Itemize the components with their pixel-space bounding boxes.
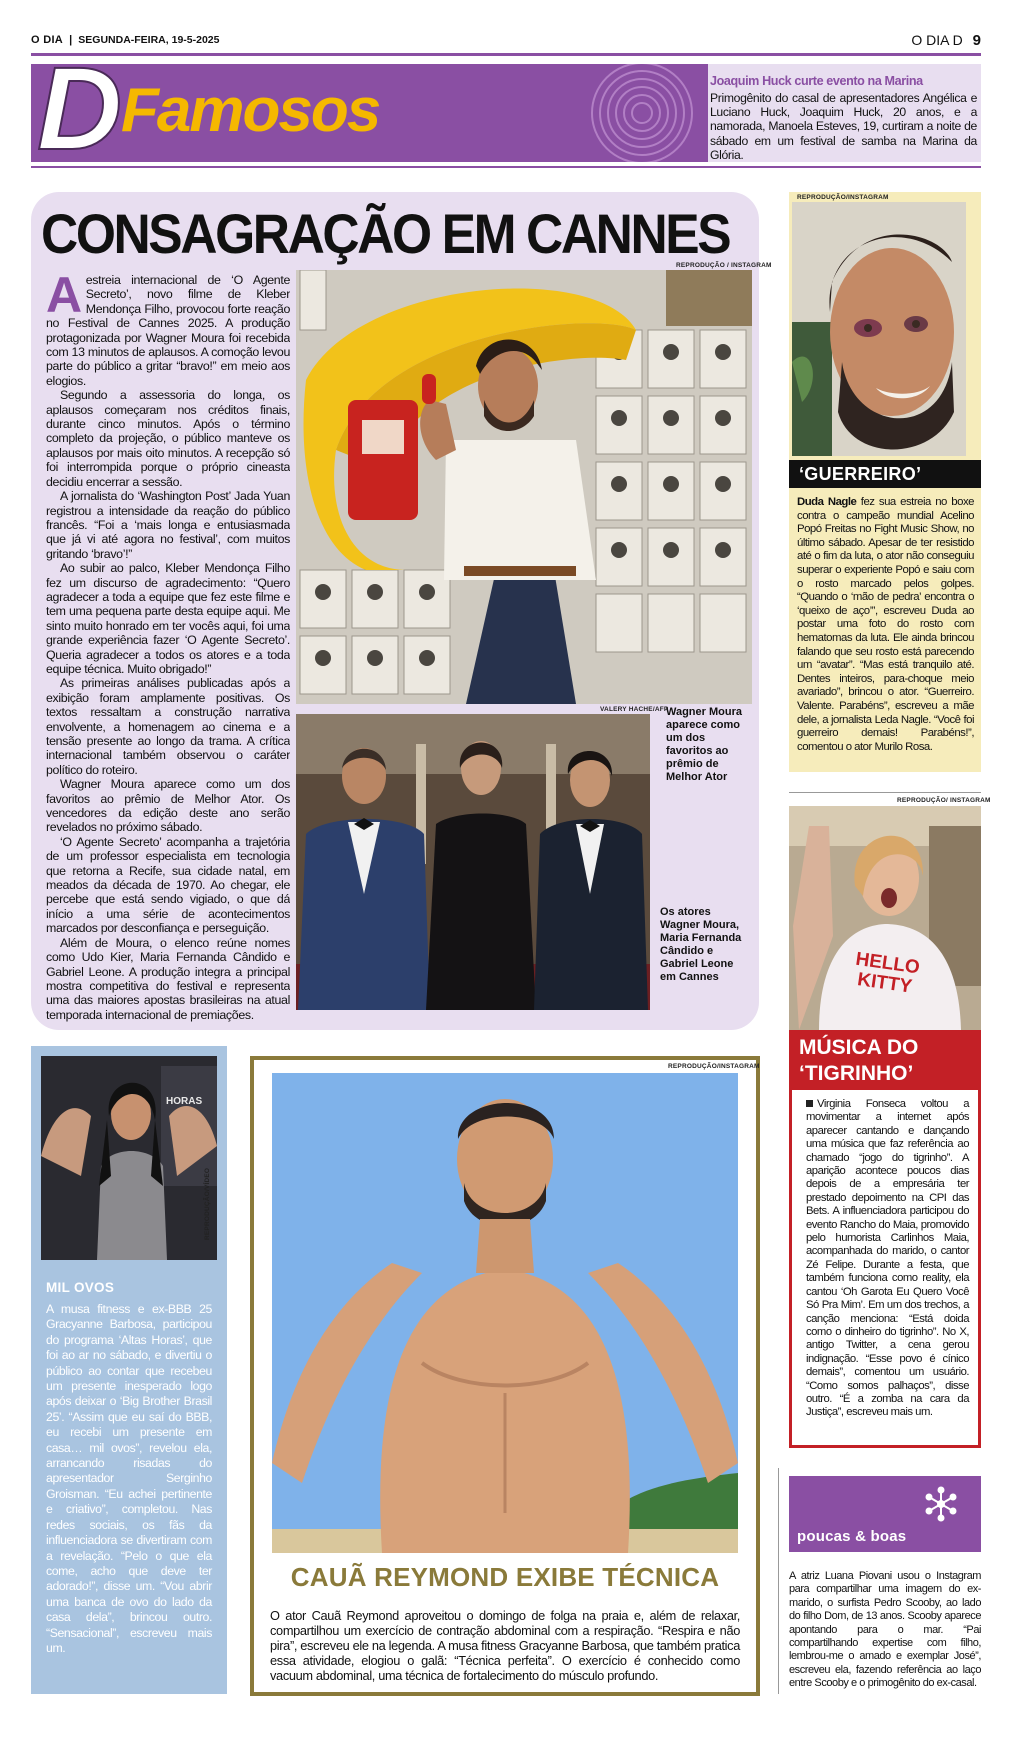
tigrinho-rule bbox=[789, 792, 981, 793]
cannes-body bbox=[46, 273, 290, 1023]
cannes-headline: CONSAGRAÇÃO EM CANNES bbox=[41, 202, 730, 265]
poucas-body: A atriz Luana Piovani usou o Instagram para compartilhar uma imagem do ex-marido, o surfista Pedro Scooby, ao lado do filho Dom, de 13 anos. Scooby aparece apontando para o mar. “Pai compartilhando expertise com filho, lembrou-me o amado e exemplar José”, escreveu ela, fazendo referência ao laço entre Scooby e o primogênito do ex-casal. bbox=[789, 1570, 981, 1690]
poucas-rule bbox=[778, 1468, 779, 1694]
header-rule bbox=[31, 53, 981, 56]
page-number: 9 bbox=[972, 32, 981, 49]
mil-ovos-body: A musa fitness e ex-BBB 25 Gracyanne Barbosa, participou do programa ‘Altas Horas’, que foi ao ar no sábado, e divertiu o público ao contar que recebeu um presente inesperado logo após deixar o ‘Big Brother Brasil 25’. “Assim que eu saí do BBB, eu recebi um presente em casa… mil ovos”, revelou ela, arrancando risadas do apresentador Serginho Groisman. “Eu achei pertinente e criativo”, completou. Nas redes sociais, os fãs da influenciadora se divertiram com a revelação. “Pelo o que ela come, acho que deve ter adorado!”, disse um. “Vou abrir uma banca de ovo do lado da casa dela”, brincou outro. “Sensacional”, escreveu mais um. bbox=[46, 1302, 212, 1655]
virginia-photo bbox=[789, 806, 981, 1030]
header-date: SEGUNDA-FEIRA, 19-5-2025 bbox=[78, 34, 220, 46]
logo-letter-d: D bbox=[37, 64, 123, 162]
brief-text: Primogênito do casal de apresentadores Angélica e Luciano Huck, Joaquim Huck, 20 anos, e a namorada, Manoela Esteves, 19, curtiram a noite de sábado em um festival de samba na Marina da Glória. bbox=[710, 91, 977, 162]
cannes-paragraph: Ao subir ao palco, Kleber Mendonça Filho fez um discurso de agradecimento: “Quero agradecer a toda a equipe que fez este filme e tem uma pequena parte desta equipe aqui. Me sinto muito honrado em ter vocês aqui, foi uma grande experiência fazer ‘O Agente Secreto’. Queria agradecer a todos os atores e a toda equipe técnica. Muito obrigado!” bbox=[46, 561, 290, 676]
section-banner bbox=[31, 64, 708, 162]
paper-name: O DIA bbox=[31, 34, 64, 46]
tigrinho-credit: REPRODUÇÃO/ INSTAGRAM bbox=[897, 797, 991, 804]
banner-rule bbox=[31, 166, 981, 168]
caua-body: O ator Cauã Reymond aproveitou o domingo de folga na praia e, além de relaxar, compartilhou um exercício de contração abdominal com a respiração. “Respira e não pira”, escreveu ele na legenda. A musa fitness Gracyanne Barbosa, que também pratica essa atividade, elogiou o galã: “Técnica perfeita”. O exercício é conhecido como vacuum abdominal, uma técnica de fortalecimento do músculo profundo. bbox=[270, 1608, 740, 1683]
wagner-phone-photo bbox=[296, 270, 752, 704]
mil-ovos-title: MIL OVOS bbox=[46, 1280, 115, 1295]
guerreiro-title: ‘GUERREIRO’ bbox=[789, 460, 981, 488]
guerreiro-body bbox=[797, 496, 974, 754]
photo2-credit: VALERY HACHE/AFP bbox=[600, 706, 669, 713]
brief-box bbox=[708, 64, 981, 162]
photo1-credit: REPRODUÇÃO / INSTAGRAM bbox=[676, 262, 772, 269]
tigrinho-title-line1: MÚSICA DO bbox=[799, 1036, 919, 1059]
duda-nagle-photo bbox=[792, 202, 966, 456]
photo2-caption: Os atores Wagner Moura, Maria Fernanda Cândido e Gabriel Leone em Cannes bbox=[660, 906, 742, 983]
drop-cap: A bbox=[46, 273, 82, 323]
guerreiro-text: fez sua estreia no boxe contra o campeão mundial Acelino Popó Freitas no Fight Music Show, no último sábado. Apesar de ter resistido até o fim da luta, o ator não conseguiu superar o experiente Popó e saiu com o rosto marcado pelos golpes. “Quando o ‘mão de pedra’ encontra o ‘queixo de aço’”, escreveu Duda ao postar uma foto do rosto com hematomas da luta. Ele ainda brincou falando que seu rosto está parecendo um “avatar”. “Mas está tranquilo até. Dentes inteiros, para-choque meio avariado”, brincou o ator. “Guerreiro. Valente. Parabéns”, escreveu a mãe dele, a jornalista Leda Nagle. “Você foi guerreiro demais! Parabéns!”, comentou o ator Murilo Rosa. bbox=[797, 496, 974, 753]
guerreiro-lead: Duda Nagle bbox=[797, 496, 857, 508]
cannes-paragraph: Além de Moura, o elenco reúne nomes como Udo Kier, Maria Fernanda Cândido e Gabriel Leone. A produção integra a principal mostra competitiva do festival e representa uma das maiores apostas brasileiras na atual temporada internacional de premiações. bbox=[46, 935, 290, 1022]
cannes-paragraph: A jornalista do ‘Washington Post’ Jada Yuan registrou a intensidade da reação do público francês. “Foi a ‘mais longa e entusiasmada que já vi até agora no festival’, com muitos gritando ‘bravo’!” bbox=[46, 489, 290, 561]
actors-red-carpet-photo bbox=[296, 714, 650, 1010]
cannes-paragraph: Segundo a assessoria do longa, os aplausos começaram nos créditos finais, durante cinco minutos. Após o término completo da projeção, o público manteve os aplausos por mais oito minutos. A recepção só foi interrompida porque o próprio cineasta decidiu encerrar a sessão. bbox=[46, 388, 290, 489]
page-number-box bbox=[911, 32, 981, 49]
spiral-decoration bbox=[584, 64, 700, 162]
cannes-paragraph: As primeiras análises publicadas após a exibição foram amplamente positivas. Os textos ressaltam a construção narrativa envolvente, a homenagem ao cinema e a tensão presente ao longo da trama. A crítica internacional também observou o caráter político do roteiro. bbox=[46, 676, 290, 777]
tigrinho-title bbox=[789, 1030, 981, 1090]
header-separator: | bbox=[69, 34, 73, 46]
poucas-title: poucas & boas bbox=[797, 1528, 907, 1545]
gracyanne-photo bbox=[41, 1056, 217, 1260]
mil-ovos-photo-text: HORAS bbox=[166, 1096, 203, 1107]
tigrinho-body bbox=[806, 1098, 969, 1420]
bullet-square-icon bbox=[806, 1100, 813, 1107]
page-header bbox=[31, 34, 981, 52]
photo1-caption: Wagner Moura aparece como um dos favoritos ao prêmio de Melhor Ator bbox=[666, 706, 742, 783]
tigrinho-title-line2: ‘TIGRINHO’ bbox=[799, 1062, 914, 1085]
caua-title: CAUÃ REYMOND EXIBE TÉCNICA bbox=[290, 1562, 720, 1592]
logo-word: Famosos bbox=[121, 76, 380, 145]
mil-ovos-credit: REPRODUÇÃO/VÍDEO bbox=[204, 1167, 211, 1240]
caua-credit: REPRODUÇÃO/INSTAGRAM bbox=[668, 1063, 760, 1070]
cannes-paragraph: Wagner Moura aparece como um dos favoritos ao prêmio de Melhor Ator. Os vencedores da edição deste ano serão revelados no próximo sábado. bbox=[46, 777, 290, 835]
cannes-paragraph: ‘O Agente Secreto’ acompanha a trajetória de um professor especialista em tecnologia que retorna a Recife, sua cidade natal, em meados da década de 1970. Ao chegar, ele percebe que está sendo vigiado, o que dá início a uma série de acontecimentos marcados por desconfiança e perseguição. bbox=[46, 834, 290, 936]
cannes-paragraph: estreia internacional de ‘O Agente Secreto’, novo filme de Kleber Mendonça Filho, provocou forte reação no Festival de Cannes 2025. A produção protagonizada por Wagner Moura foi recebida com 13 minutos de aplausos. A comoção levou parte do público a gritar “bravo!” em meio aos elogios. bbox=[46, 273, 290, 388]
guerreiro-credit: REPRODUÇÃO/INSTAGRAM bbox=[797, 194, 889, 201]
snowflake-icon bbox=[921, 1484, 961, 1524]
poucas-header bbox=[789, 1476, 981, 1552]
shirt-print: HELLO KITTY bbox=[854, 948, 921, 998]
brief-title: Joaquim Huck curte evento na Marina bbox=[710, 74, 923, 88]
tigrinho-text: Virginia Fonseca voltou a movimentar a internet após aparecer cantando e dançando uma música que faz referência ao chamado “jogo do tigrinho”. A aparição acontece poucos dias depois de a empresária ter prestado depoimento na CPI das Bets. A influenciadora participou do evento Rancho do Maia, promovido pelo humorista Carlinhos Maia, acompanhada do marido, o cantor Zé Felipe. Durante a festa, que também funciona como reality, ela cantou ‘Oh Garota Eu Quero Você Só Pra Mim’. Em um dos trechos, a canção menciona: “Está doida como o dinheiro do tigrinho”. No X, antigo Twitter, a cena gerou indignação. “Esse povo é cínico demais”, comentou um usuário. “Como somos palhaços”, disse outro. “É a zomba na cara da Justiça”, escreveu mais um. bbox=[806, 1098, 969, 1419]
caua-beach-photo bbox=[272, 1073, 738, 1553]
section-name: O DIA D bbox=[911, 32, 963, 48]
